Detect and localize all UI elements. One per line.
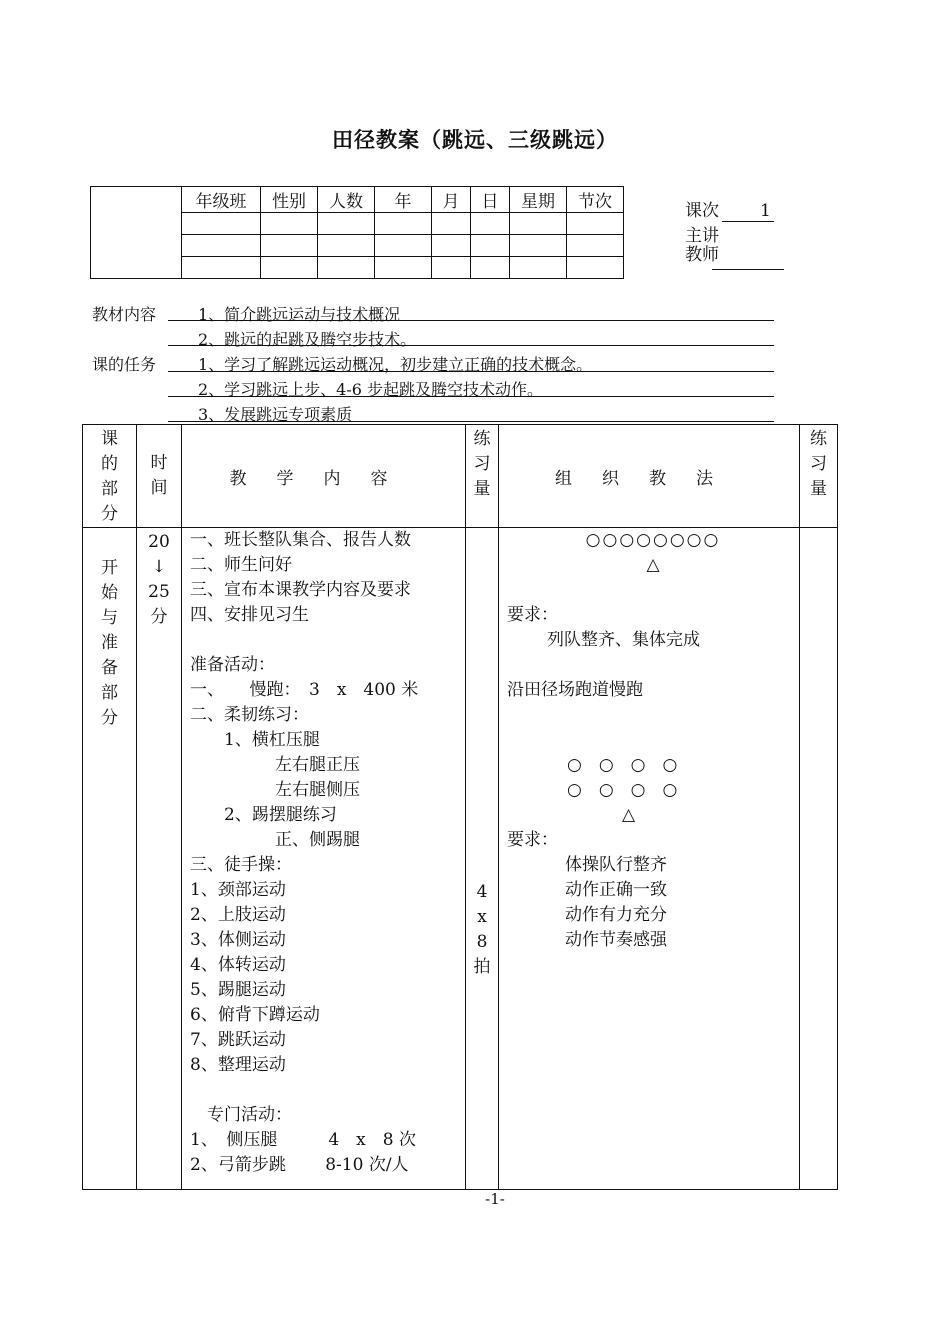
content-line: 一、班长整队集合、报告人数 <box>190 530 411 550</box>
content-line: 三、徒手操： <box>190 855 292 875</box>
tasks-item-1: 1、学习了解跳远运动概况，初步建立正确的技术概念。 <box>198 355 593 374</box>
content-line: 2、弓箭步跳 8-10 次/人 <box>190 1155 409 1175</box>
tasks-label: 课的任务 <box>92 355 157 374</box>
content-line <box>190 1078 465 1103</box>
period-header: 节次 <box>567 187 624 213</box>
lesson-number-value: 1 <box>760 201 771 221</box>
part-header: 课 的 部 分 <box>83 425 137 528</box>
practice-header-2: 练 习 量 <box>800 425 838 528</box>
materials-label: 教材内容 <box>92 305 157 324</box>
jog-text: 沿田径场跑道慢跑 <box>507 680 643 700</box>
practice-cell-2 <box>800 528 838 1190</box>
practice-header-1: 练 习 量 <box>466 425 499 528</box>
content-line: 专门活动： <box>190 1105 292 1125</box>
teacher-triangle: △ <box>622 805 636 825</box>
requirement-item: 动作正确一致 <box>565 880 667 900</box>
materials-item-2: 2、跳远的起跳及腾空步技术。 <box>198 330 417 349</box>
content-line: 3、体侧运动 <box>190 930 286 950</box>
method-cell <box>499 528 800 1190</box>
year-header: 年 <box>375 187 432 213</box>
materials-item-1: 1、简介跳远运动与技术概况 <box>198 305 401 324</box>
formation-row-1: ○ ○ ○ ○ <box>567 755 678 775</box>
materials-underline-2 <box>168 345 774 346</box>
teacher-underline <box>712 269 784 270</box>
content-line: 7、跳跃运动 <box>190 1030 286 1050</box>
requirement-label: 要求： <box>507 605 558 625</box>
materials-underline-1 <box>168 320 774 321</box>
content-header: 教学内容 <box>182 425 466 528</box>
content-cell <box>182 528 466 1190</box>
part-cell: 开 始 与 准 备 部 分 <box>83 528 137 1190</box>
gender-header: 性别 <box>261 187 318 213</box>
teacher-label-2: 教师 <box>685 245 719 265</box>
page-number: -1- <box>485 1190 505 1208</box>
content-line: 准备活动： <box>190 655 275 675</box>
day-header: 日 <box>471 187 510 213</box>
lesson-number-underline <box>722 221 774 222</box>
month-header: 月 <box>432 187 471 213</box>
requirement-label: 要求： <box>507 830 558 850</box>
requirement-item: 动作有力充分 <box>565 905 667 925</box>
content-line: 2、踢摆腿练习 <box>190 805 337 825</box>
content-line: 左右腿正压 <box>190 755 360 775</box>
content-line: 1、 侧压腿 4 x 8 次 <box>190 1130 416 1150</box>
content-line: 三、宣布本课教学内容及要求 <box>190 580 411 600</box>
practice-cell: 4 x 8 拍 <box>466 528 499 1190</box>
tasks-underline-2 <box>168 396 774 397</box>
method-header: 组织教法 <box>499 425 800 528</box>
teacher-label-1: 主讲 <box>685 226 719 246</box>
teacher-triangle: △ <box>646 555 660 575</box>
content-line: 8、整理运动 <box>190 1055 286 1075</box>
time-cell: 20 ↓ 25 分 <box>137 528 182 1190</box>
class-info-table <box>90 186 624 279</box>
content-line: 6、俯背下蹲运动 <box>190 1005 320 1025</box>
content-line: 左右腿侧压 <box>190 780 360 800</box>
requirement-text: 列队整齐、集体完成 <box>547 630 700 650</box>
content-line: 1、横杠压腿 <box>190 730 320 750</box>
content-line: 四、安排见习生 <box>190 605 309 625</box>
content-line: 5、踢腿运动 <box>190 980 286 1000</box>
info-blank-cell <box>91 187 182 279</box>
content-line <box>190 628 465 653</box>
tasks-underline-1 <box>168 371 774 372</box>
lesson-number-label: 课次 <box>685 201 719 221</box>
time-header: 时 间 <box>137 425 182 528</box>
content-line: 二、师生问好 <box>190 555 292 575</box>
tasks-item-2: 2、学习跳远上步、4-6 步起跳及腾空技术动作。 <box>198 380 544 399</box>
formation-row-2: ○ ○ ○ ○ <box>567 780 678 800</box>
requirement-item: 动作节奏感强 <box>565 930 667 950</box>
content-line: 二、柔韧练习： <box>190 705 309 725</box>
content-line: 4、体转运动 <box>190 955 286 975</box>
grade-class-header: 年级班 <box>182 187 261 213</box>
tasks-underline-3 <box>168 421 774 422</box>
content-line: 1、颈部运动 <box>190 880 286 900</box>
page-title: 田径教案（跳远、三级跳远） <box>332 128 618 152</box>
formation-circles: ○○○○○○○○ <box>585 530 721 550</box>
requirement-item: 体操队行整齐 <box>565 855 667 875</box>
lesson-plan-table <box>82 424 838 1190</box>
tasks-item-3: 3、发展跳远专项素质 <box>198 405 353 424</box>
content-line: 正、侧踢腿 <box>190 830 360 850</box>
content-line: 一、 慢跑： 3 x 400 米 <box>190 680 419 700</box>
count-header: 人数 <box>318 187 375 213</box>
weekday-header: 星期 <box>510 187 567 213</box>
content-line: 2、上肢运动 <box>190 905 286 925</box>
